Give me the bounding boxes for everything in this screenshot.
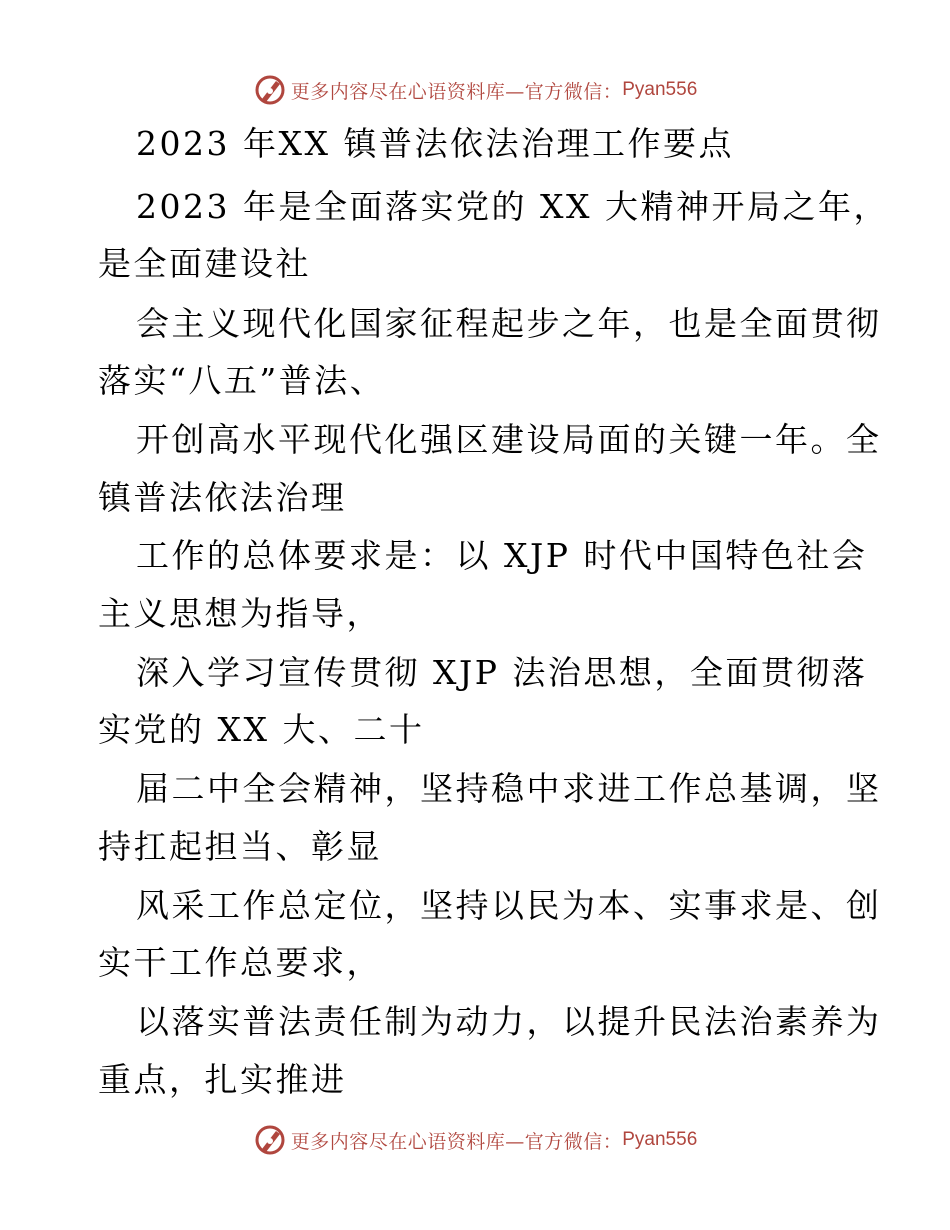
text-line: 镇普法依法治理 [98, 478, 347, 517]
text-line: 主义思想为指导， [98, 594, 382, 633]
text-line: 风采工作总定位，坚持以民为本、实事求是、创 [136, 886, 882, 925]
text-line: 开创高水平现代化强区建设局面的关键一年。全 [136, 420, 882, 459]
pen-circle-logo-icon [253, 1123, 287, 1157]
watermark-handle: Pyan556 [622, 79, 698, 100]
text-line: 届二中全会精神，坚持稳中求进工作总基调，坚 [136, 769, 882, 808]
text-line: 持扛起担当、彰显 [98, 827, 382, 866]
header-watermark [0, 70, 950, 110]
text-line: 会主义现代化国家征程起步之年，也是全面贯彻 [136, 304, 882, 343]
document-title: 2023 年XX 镇普法依法治理工作要点 [136, 124, 734, 163]
footer-watermark [0, 1120, 950, 1160]
pen-circle-logo-icon [253, 73, 287, 107]
text-line: 是全面建设社 [98, 244, 311, 283]
text-line: 落实“八五”普法、 [98, 361, 386, 400]
text-line: 2023 年是全面落实党的 XX 大精神开局之年， [136, 187, 889, 226]
watermark-handle: Pyan556 [622, 1129, 698, 1150]
text-line: 以落实普法责任制为动力，以提升民法治素养为 [136, 1002, 882, 1041]
text-line: 深入学习宣传贯彻 XJP 法治思想，全面贯彻落 [136, 653, 868, 692]
text-line: 实党的 XX 大、二十 [98, 710, 425, 749]
watermark-text: 更多内容尽在心语资料库—官方微信： [290, 1130, 623, 1153]
text-line: 重点，扎实推进 [98, 1060, 347, 1099]
text-line: 工作的总体要求是：以 XJP 时代中国特色社会 [136, 536, 868, 575]
watermark-text: 更多内容尽在心语资料库—官方微信： [290, 80, 623, 103]
text-line: 实干工作总要求， [98, 943, 382, 982]
